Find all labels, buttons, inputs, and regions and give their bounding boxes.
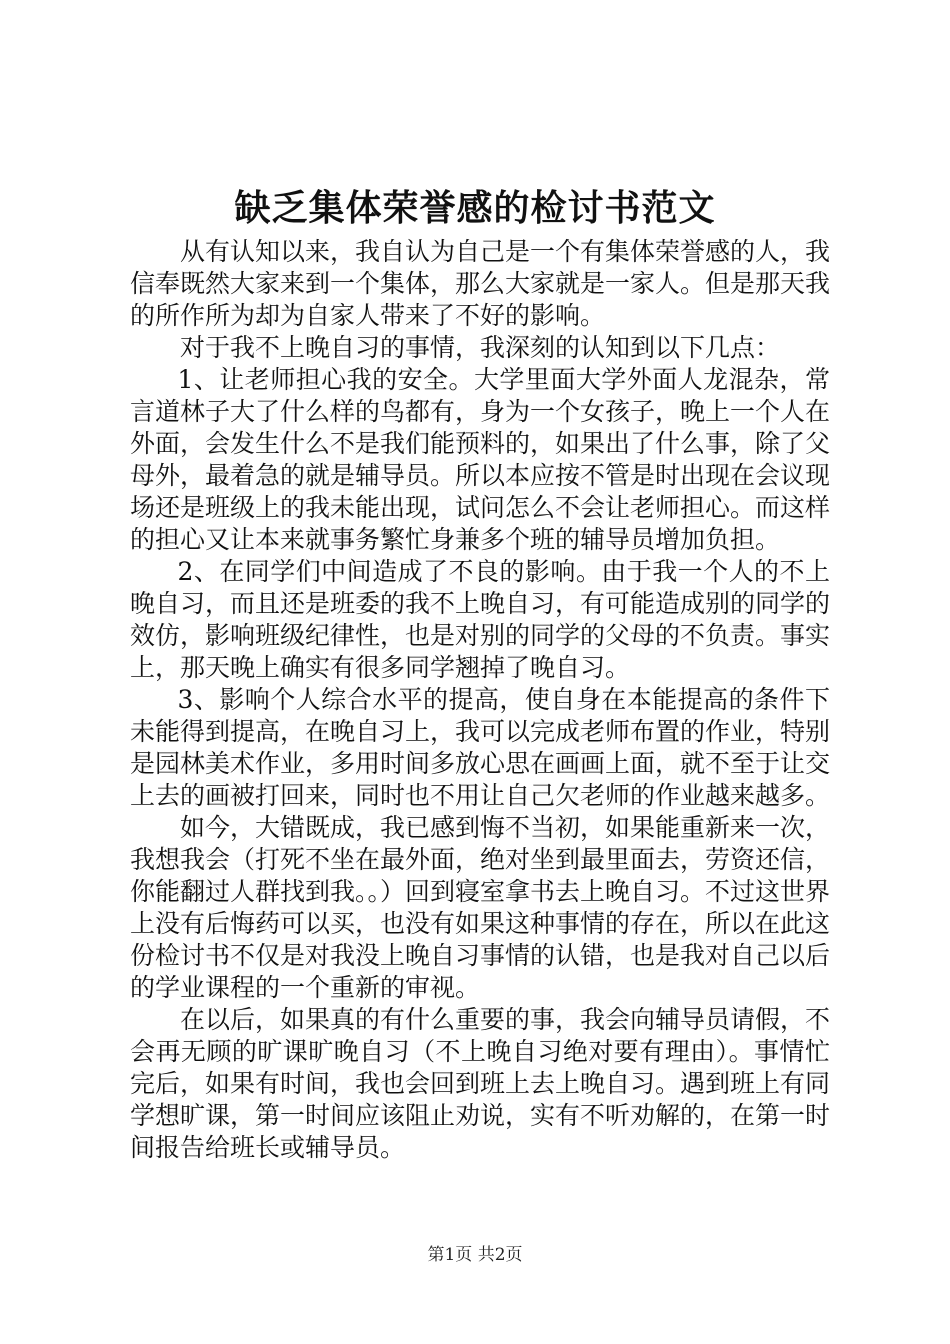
paragraph-point-1: 1、让老师担心我的安全。大学里面大学外面人龙混杂，常言道林子大了什么样的鸟都有，身为一个女孩子，晚上一个人在外面，会发生什么不是我们能预料的，如果出了什么事，除了父母外，最着急的就是辅导员。所以本应按不管是时出现在会议现场还是班级上的我未能出现，试问怎么不会让老师担心。而这样的担心又让本来就事务繁忙身兼多个班的辅导员增加负担。 <box>130 365 831 554</box>
document-title: 缺乏集体荣誉感的检讨书范文 <box>234 187 716 229</box>
paragraph-intro: 从有认知以来，我自认为自己是一个有集体荣誉感的人，我信奉既然大家来到一个集体，那么大家就是一家人。但是那天我的所作所为却为自家人带来了不好的影响。 <box>130 237 831 330</box>
paragraph-reflection: 如今，大错既成，我已感到悔不当初，如果能重新来一次，我想我会（打死不坐在最外面，绝对坐到最里面去，劳资还信，你能翻过人群找到我。。）回到寝室拿书去上晚自习。不过这世界上没有后悔药可以买，也没有如果这种事情的存在，所以在此这份检讨书不仅是对我没上晚自习事情的认错，也是我对自己以后的学业课程的一个重新的审视。 <box>130 813 831 1002</box>
paragraph-point-2: 2、在同学们中间造成了不良的影响。由于我一个人的不上晚自习，而且还是班委的我不上晚自习，有可能造成别的同学的效仿，影响班级纪律性，也是对别的同学的父母的不负责。事实上，那天晚上确实有很多同学翘掉了晚自习。 <box>130 557 831 682</box>
document-body <box>130 236 830 1164</box>
paragraph-commitment: 在以后，如果真的有什么重要的事，我会向辅导员请假，不会再无顾的旷课旷晚自习（不上晚自习绝对要有理由）。事情忙完后，如果有时间，我也会回到班上去上晚自习。遇到班上有同学想旷课，第一时间应该阻止劝说，实有不听劝解的，在第一时间报告给班长或辅导员。 <box>130 1005 831 1162</box>
page-number-footer: 第1页 共2页 <box>427 1245 523 1265</box>
paragraph-point-3: 3、影响个人综合水平的提高，使自身在本能提高的条件下未能得到提高，在晚自习上，我可以完成老师布置的作业，特别是园林美术作业，多用时间多放心思在画画上面，就不至于让交上去的画被打回来，同时也不用让自己欠老师的作业越来越多。 <box>130 685 831 810</box>
paragraph-lead-in: 对于我不上晚自习的事情，我深刻的认知到以下几点： <box>180 333 781 362</box>
